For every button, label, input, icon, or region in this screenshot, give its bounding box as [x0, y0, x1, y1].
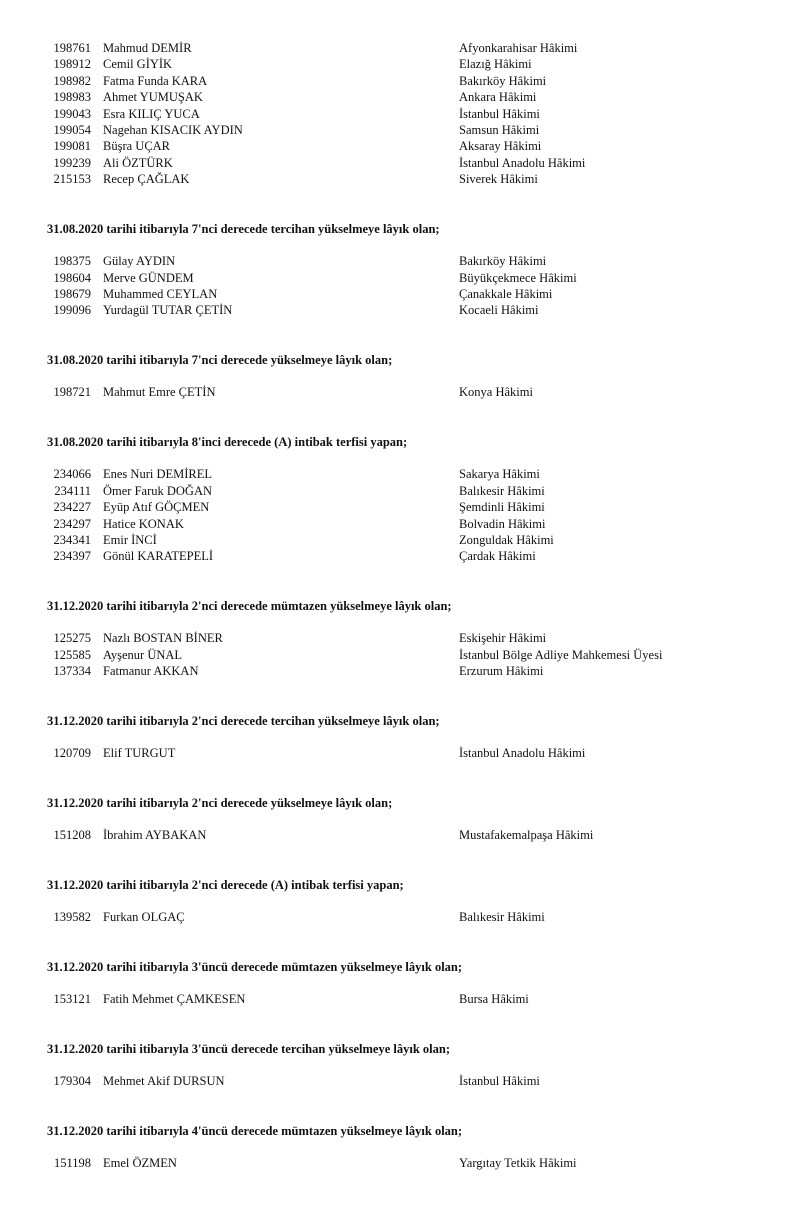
sicil-number: 198679	[53, 287, 91, 301]
sicil-number: 199043	[53, 106, 91, 121]
sicil-number: 234111	[54, 483, 91, 498]
sicil-number: 198375	[53, 254, 91, 269]
sicil-number: 139582	[53, 910, 91, 925]
list-item	[0, 827, 798, 843]
sicil-number: 198604	[53, 270, 91, 285]
post-title: Ankara Hâkimi	[459, 90, 537, 105]
section-heading: 31.12.2020 tarihi itibarıyla 3'üncü derecede tercihan yükselmeye lâyık olan;	[47, 1042, 450, 1057]
person-name: Recep ÇAĞLAK	[103, 172, 190, 187]
list-item	[0, 122, 798, 138]
list-item	[0, 516, 798, 532]
person-name: Merve GÜNDEM	[103, 270, 194, 285]
sicil-number: 199054	[53, 123, 91, 137]
sicil-number: 215153	[53, 172, 91, 187]
section-heading: 31.12.2020 tarihi itibarıyla 4'üncü derecede mümtazen yükselmeye lâyık olan;	[47, 1124, 463, 1139]
sicil-number: 137334	[53, 664, 91, 679]
list-item	[0, 56, 798, 72]
person-name: İbrahim AYBAKAN	[103, 828, 207, 843]
person-name: Mahmud DEMİR	[103, 41, 192, 55]
post-title: Erzurum Hâkimi	[459, 664, 544, 679]
sicil-number: 198721	[53, 385, 91, 400]
sicil-number: 234397	[53, 549, 91, 564]
section-heading: 31.12.2020 tarihi itibarıyla 2'nci derecede yükselmeye lâyık olan;	[47, 796, 393, 811]
section-heading: 31.12.2020 tarihi itibarıyla 2'nci derecede tercihan yükselmeye lâyık olan;	[47, 714, 440, 729]
post-title: Afyonkarahisar Hâkimi	[459, 41, 578, 55]
post-title: Samsun Hâkimi	[459, 123, 540, 137]
post-title: Zonguldak Hâkimi	[459, 533, 554, 547]
person-name: Cemil GİYİK	[103, 57, 173, 72]
post-title: Konya Hâkimi	[459, 385, 533, 400]
person-name: Fatih Mehmet ÇAMKESEN	[103, 992, 246, 1007]
section-heading: 31.12.2020 tarihi itibarıyla 2'nci derecede (A) intibak terfisi yapan;	[47, 878, 404, 893]
sicil-number: 153121	[53, 992, 91, 1007]
post-title: Sakarya Hâkimi	[459, 467, 540, 482]
post-title: Kocaeli Hâkimi	[459, 303, 539, 318]
list-item	[0, 532, 798, 548]
list-item	[0, 991, 798, 1007]
sicil-number: 199096	[53, 303, 91, 318]
section-heading: 31.12.2020 tarihi itibarıyla 3'üncü derecede mümtazen yükselmeye lâyık olan;	[47, 960, 463, 975]
person-name: Yurdagül TUTAR ÇETİN	[103, 303, 233, 318]
post-title: Çanakkale Hâkimi	[459, 287, 553, 301]
person-name: Büşra UÇAR	[103, 139, 171, 154]
post-title: Bursa Hâkimi	[459, 992, 529, 1007]
list-item	[0, 499, 798, 515]
post-title: İstanbul Hâkimi	[459, 1074, 540, 1089]
sicil-number: 179304	[53, 1074, 91, 1089]
list-item	[0, 155, 798, 171]
list-item	[0, 745, 798, 761]
list-item	[0, 630, 798, 646]
person-name: Emir İNCİ	[103, 533, 157, 547]
person-name: Furkan OLGAÇ	[103, 910, 185, 925]
person-name: Nazlı BOSTAN BİNER	[103, 631, 223, 646]
sicil-number: 234297	[53, 516, 91, 531]
person-name: Emel ÖZMEN	[103, 1156, 177, 1171]
person-name: Mahmut Emre ÇETİN	[103, 385, 216, 400]
post-title: Büyükçekmece Hâkimi	[459, 270, 577, 285]
person-name: Elif TURGUT	[103, 746, 176, 761]
person-name: Fatmanur AKKAN	[103, 664, 199, 679]
person-name: Eyüp Atıf GÖÇMEN	[103, 500, 210, 515]
post-title: Eskişehir Hâkimi	[459, 631, 547, 646]
sicil-number: 198761	[53, 41, 91, 55]
person-name: Fatma Funda KARA	[103, 73, 208, 88]
sicil-number: 234066	[53, 467, 91, 482]
post-title: Mustafakemalpaşa Hâkimi	[459, 828, 594, 843]
person-name: Enes Nuri DEMİREL	[103, 467, 213, 482]
post-title: Şemdinli Hâkimi	[459, 500, 545, 515]
person-name: Gönül KARATEPELİ	[103, 549, 214, 564]
person-name: Esra KILIÇ YUCA	[103, 106, 200, 121]
post-title: Balıkesir Hâkimi	[459, 483, 545, 498]
list-item	[0, 73, 798, 89]
post-title: Elazığ Hâkimi	[459, 57, 532, 72]
section-heading: 31.08.2020 tarihi itibarıyla 7'nci derecede tercihan yükselmeye lâyık olan;	[47, 222, 440, 237]
person-name: Ayşenur ÜNAL	[103, 647, 183, 662]
sicil-number: 125585	[53, 647, 91, 662]
sicil-number: 199081	[53, 139, 91, 154]
list-item	[0, 40, 798, 56]
list-item	[0, 548, 798, 564]
post-title: Balıkesir Hâkimi	[459, 910, 545, 925]
post-title: İstanbul Hâkimi	[459, 106, 540, 121]
list-item	[0, 483, 798, 499]
person-name: Ömer Faruk DOĞAN	[103, 483, 213, 498]
list-item	[0, 89, 798, 105]
sicil-number: 234341	[53, 533, 91, 547]
sicil-number: 151208	[53, 828, 91, 843]
sicil-number: 234227	[53, 500, 91, 515]
post-title: İstanbul Anadolu Hâkimi	[459, 746, 586, 761]
post-title: Çardak Hâkimi	[459, 549, 536, 564]
sicil-number: 151198	[53, 1156, 91, 1171]
person-name: Nagehan KISACIK AYDIN	[103, 123, 243, 137]
list-item	[0, 647, 798, 663]
post-title: İstanbul Anadolu Hâkimi	[459, 155, 586, 170]
person-name: Muhammed CEYLAN	[103, 287, 218, 301]
list-item	[0, 1073, 798, 1089]
person-name: Mehmet Akif DURSUN	[103, 1074, 225, 1089]
list-item	[0, 466, 798, 482]
person-name: Ahmet YUMUŞAK	[103, 90, 203, 105]
section-heading: 31.08.2020 tarihi itibarıyla 8'inci derecede (A) intibak terfisi yapan;	[47, 435, 408, 450]
list-item	[0, 270, 798, 286]
sicil-number: 199239	[53, 155, 91, 170]
list-item	[0, 1155, 798, 1171]
person-name: Gülay AYDIN	[103, 254, 176, 269]
post-title: Bakırköy Hâkimi	[459, 73, 547, 88]
post-title: Bakırköy Hâkimi	[459, 254, 547, 269]
list-item	[0, 663, 798, 679]
list-item	[0, 253, 798, 269]
post-title: Aksaray Hâkimi	[459, 139, 542, 154]
list-item	[0, 302, 798, 318]
section-heading: 31.12.2020 tarihi itibarıyla 2'nci derecede mümtazen yükselmeye lâyık olan;	[47, 599, 452, 614]
person-name: Hatice KONAK	[103, 516, 184, 531]
person-name: Ali ÖZTÜRK	[103, 155, 173, 170]
post-title: Bolvadin Hâkimi	[459, 516, 546, 531]
sicil-number: 120709	[53, 746, 91, 761]
list-item	[0, 106, 798, 122]
post-title: Yargıtay Tetkik Hâkimi	[459, 1156, 577, 1171]
sicil-number: 198982	[53, 73, 91, 88]
list-item	[0, 909, 798, 925]
section-heading: 31.08.2020 tarihi itibarıyla 7'nci derecede yükselmeye lâyık olan;	[47, 353, 393, 368]
sicil-number: 198912	[53, 57, 91, 72]
post-title: Siverek Hâkimi	[459, 172, 538, 187]
list-item	[0, 171, 798, 187]
list-item	[0, 286, 798, 302]
sicil-number: 198983	[53, 90, 91, 105]
list-item	[0, 138, 798, 154]
sicil-number: 125275	[53, 631, 91, 646]
list-item	[0, 384, 798, 400]
post-title: İstanbul Bölge Adliye Mahkemesi Üyesi	[459, 647, 663, 662]
